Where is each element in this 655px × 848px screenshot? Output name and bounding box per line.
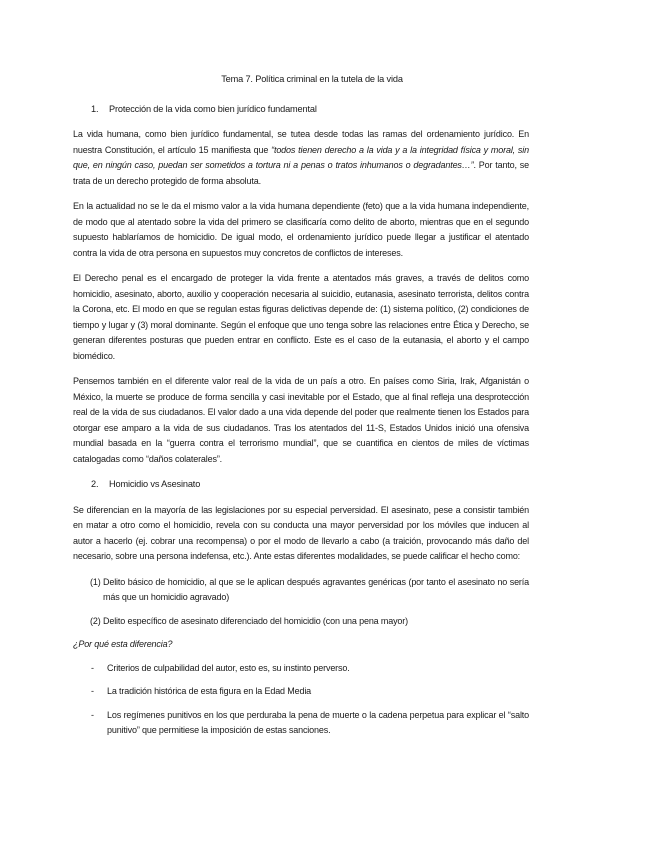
list-marker: (2) [90,615,101,626]
bullet-dash: - [91,662,94,673]
section-2-heading [73,477,529,493]
section-1-number: 1. [91,103,99,114]
list-item-text: Delito básico de homicidio, al que se le aplican después agravantes genéricas (por tanto el asesinato no sería más que un homicidio agravado) [103,576,529,602]
list-item [73,575,529,606]
paragraph-1-conclusion: . Por tanto, se trata de un derecho protegido de forma absoluta. [73,160,530,186]
section-1-paragraph-2: En la actualidad no se le da el mismo valor a la vida humana dependiente (feto) que a la vida humana independiente, de modo que al atentado sobre la vida del primero se clasificaría como delito de aborto, mientras que en el segundo supuesto hablaríamos de homicidio. De igual modo, el ordenamiento jurídico puede llegar a justificar el atentado contra la vida de otra persona en supuestos muy concretos de conflictos de intereses. [73,201,529,258]
list-item-text: La tradición histórica de esta figura en la Edad Media [107,686,312,696]
document-body [73,72,529,747]
paragraph-1-intro: La vida humana, como bien jurídico fundamental, se tutea desde todas las ramas del ordenamiento jurídico. En nuestra Constitución, el artículo 15 manifiesta que [73,129,529,155]
section-1-paragraph-3: El Derecho penal es el encargado de proteger la vida frente a atentados más graves, a través de delitos como homicidio, asesinato, aborto, auxilio y cooperación necesaria al suicidio, eutanasia, asesinato terrorista, delitos contra la Corona, etc. El modo en que se regulan estas figuras delictivas depende de: (1) sistema político, (2) condiciones de tiempo y lugar y (3) moral dominante. Según el enfoque que uno tenga sobre las relaciones entre Ética y Derecho, se generan diferentes posturas que pueden entrar en conflicto. Este es el caso de la eutanasia, el aborto y el campo biomédico. [73,273,529,361]
list-item [73,661,529,677]
section-1-title: Protección de la vida como bien jurídico fundamental [109,103,317,114]
list-item-text: Delito específico de asesinato diferenciado del homicidio (con una pena mayor) [103,615,408,626]
list-item [73,708,529,739]
section-1-paragraph-4: Pensemos también en el diferente valor real de la vida de un país a otro. En países como Siria, Irak, Afganistán o México, la muerte se produce de forma sencilla y casi inevitable por el Estado, que al final refleja una desprotección real de la vida de sus ciudadanos. El valor dado a una vida depende del poder que realmente tienen los Estados para otorgar ese amparo a la vida de sus ciudadanos. Tras los atentados del 11-S, Estados Unidos inició una ofensiva mundial basada en la “guerra contra el terrorismo mundial”, que se cuantifica en cientos de miles de víctimas catalogadas como “daños colaterales”. [73,376,529,464]
constitution-quote: “todos tienen derecho a la vida y a la integridad física y moral, sin que, en ningún caso, puedan ser sometidos a tortura ni a penas o tratos inhumanos o degradantes…” [73,144,529,170]
section-2-paragraph-1: Se diferencian en la mayoría de las legislaciones por su especial perversidad. El asesinato, pese a consistir también en matar a otro como el homicidio, revela con su conducta una mayor perversidad por los móviles que inducen al autor a hacerlo (ej. cobrar una recompensa) o por el modo de llevarlo a cabo (a traición, provocando más daño del necesario, sobre una persona indefensa, etc.). Ante estas diferentes modalidades, se puede calificar el hecho como: [73,504,529,561]
list-marker: (1) [90,576,101,587]
list-item-text: Los regímenes punitivos en los que perduraba la pena de muerte o la cadena perpetua para explicar el “salto punitivo” que permitiese la imposición de estas sanciones. [107,709,529,735]
difference-question: ¿Por qué esta diferencia? [73,639,173,649]
reasons-list [73,661,529,739]
classification-options-list [73,575,529,630]
bullet-dash: - [91,709,94,720]
section-1-heading [73,102,529,118]
document-title: Tema 7. Política criminal en la tutela de la vida [221,74,403,84]
section-2-number: 2. [91,479,99,489]
list-item [73,684,529,700]
bullet-dash: - [91,686,94,696]
list-item-text: Criterios de culpabilidad del autor, esto es, su instinto perverso. [107,662,350,673]
list-item [73,614,529,630]
section-1-paragraph-1 [73,127,529,189]
section-2-title: Homicidio vs Asesinato [109,479,201,489]
